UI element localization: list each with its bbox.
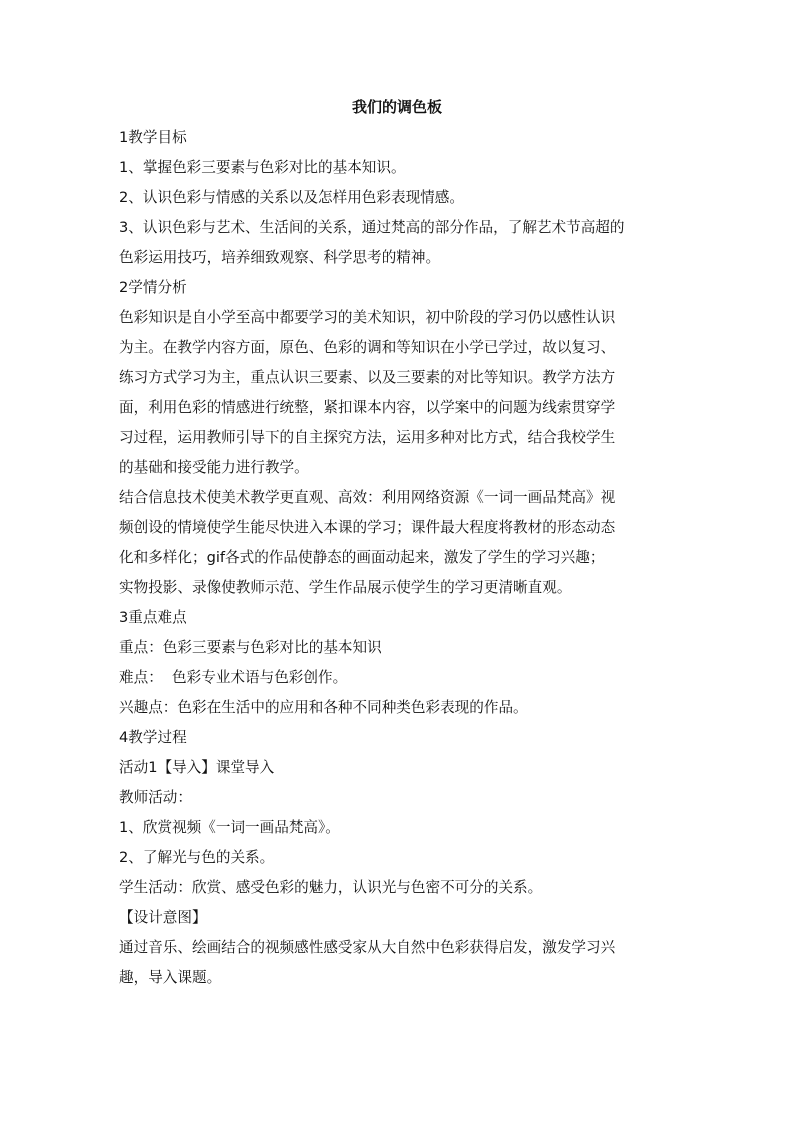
paragraph-line: 化和多样化；gif各式的作品使静态的画面动起来，激发了学生的学习兴趣； [119,549,605,566]
paragraph-line: 学生活动：欣赏、感受色彩的魅力，认识光与色密不可分的关系。 [119,879,543,896]
paragraph-line: 习过程，运用教师引导下的自主探究方法，运用多种对比方式，结合我校学生 [119,429,616,446]
paragraph-line: 实物投影、录像使教师示范、学生作品展示使学生的学习更清晰直观。 [119,579,572,596]
paragraph-line: 教师活动： [119,789,192,806]
section-heading-key-points: 3重点难点 [119,609,187,626]
paragraph-line: 趣，导入课题。 [119,969,222,986]
paragraph-line: 1、掌握色彩三要素与色彩对比的基本知识。 [119,159,406,176]
paragraph-line: 3、认识色彩与艺术、生活间的关系，通过梵高的部分作品，了解艺术节高超的 [119,219,625,236]
paragraph-line: 频创设的情境使学生能尽快进入本课的学习；课件最大程度将教材的形态动态 [119,519,616,536]
section-heading-process: 4教学过程 [119,729,187,746]
document-title: 我们的调色板 [351,98,442,116]
paragraph-line: 练习方式学习为主，重点认识三要素、以及三要素的对比等知识。教学方法方 [119,369,616,386]
paragraph-line: 1、欣赏视频《一词一画品梵高》。 [119,819,340,836]
paragraph-line: 难点： 色彩专业术语与色彩创作。 [119,669,348,686]
document-body [119,123,675,993]
paragraph-line: 结合信息技术使美术教学更直观、高效：利用网络资源《一词一画品梵高》视 [119,489,616,506]
paragraph-line: 2、认识色彩与情感的关系以及怎样用色彩表现情感。 [119,189,464,206]
paragraph-line: 色彩知识是自小学至高中都要学习的美术知识，初中阶段的学习仍以感性认识 [119,309,616,326]
paragraph-line: 面，利用色彩的情感进行统整，紧扣课本内容，以学案中的问题为线索贯穿学 [119,399,616,416]
section-heading-analysis: 2学情分析 [119,279,187,296]
paragraph-line: 色彩运用技巧，培养细致观察、科学思考的精神。 [119,249,441,266]
paragraph-line: 的基础和接受能力进行教学。 [119,459,309,476]
paragraph-line: 通过音乐、绘画结合的视频感性感受家从大自然中色彩获得启发，激发学习兴 [119,939,616,956]
section-heading-objectives: 1教学目标 [119,129,187,146]
paragraph-line: 2、了解光与色的关系。 [119,849,275,866]
paragraph-line: 【设计意图】 [119,909,207,926]
paragraph-line: 活动1【导入】课堂导入 [119,759,275,776]
paragraph-line: 兴趣点：色彩在生活中的应用和各种不同种类色彩表现的作品。 [119,699,528,716]
paragraph-line: 重点：色彩三要素与色彩对比的基本知识 [119,639,382,656]
paragraph-line: 为主。在教学内容方面，原色、色彩的调和等知识在小学已学过，故以复习、 [119,339,616,356]
